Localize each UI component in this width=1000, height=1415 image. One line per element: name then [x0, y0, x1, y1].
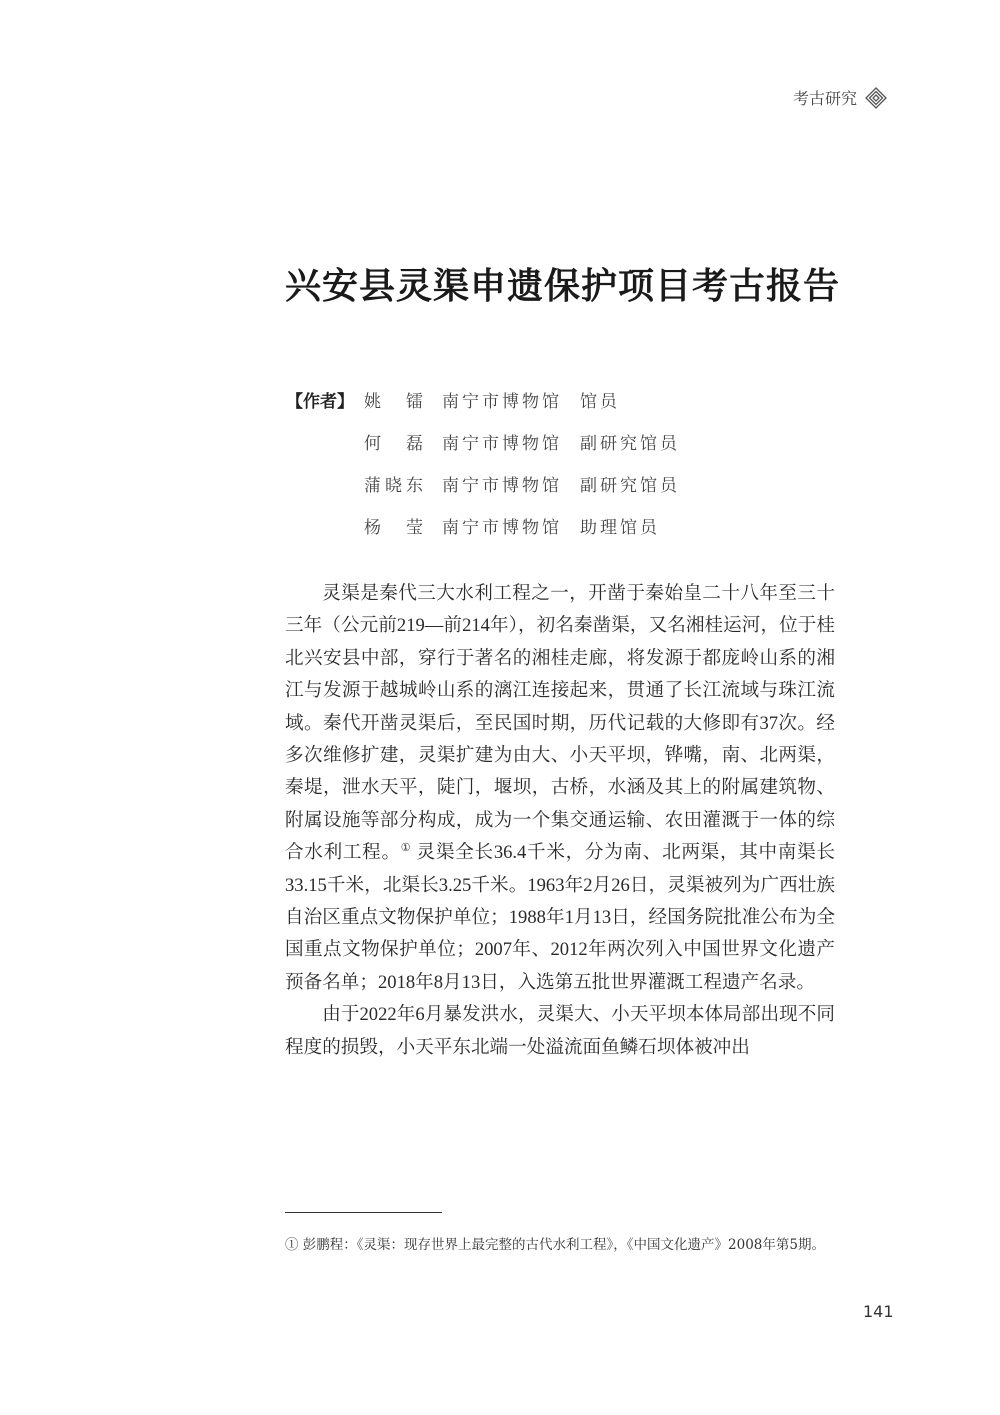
author-name: 何 磊 [364, 433, 427, 454]
section-label: 考古研究 [792, 89, 857, 108]
author-org: 南宁市博物馆 [442, 475, 562, 496]
author-row [286, 462, 680, 504]
nested-diamond-icon [865, 87, 887, 109]
author-name: 蒲晓东 [364, 475, 427, 496]
body-paragraph: 灵渠是秦代三大水利工程之一，开凿于秦始皇二十八年至三十三年（公元前219—前214年），初名秦凿渠，又名湘桂运河，位于桂北兴安县中部，穿行于著名的湘桂走廊，将发源于都庞岭山系的湘江与发源于越城岭山系的漓江连接起来，贯通了长江流域与珠江流域。秦代开凿灵渠后，至民国时期，历代记载的大修即有37次。经多次维修扩建，灵渠扩建为由大、小天平坝，铧嘴，南、北两渠，秦堤，泄水天平，陡门，堰坝，古桥，水涵及其上的附属建筑物、附属设施等部分构成，成为一个集交通运输、农田灌溉于一体的综合水利工程。① 灵渠全长36.4千米，分为南、北两渠，其中南渠长33.15千米，北渠长3.25千米。1963年2月26日，灵渠被列为广西壮族自治区重点文物保护单位；1988年1月13日，经国务院批准公布为全国重点文物保护单位；2007年、2012年两次列入中国世界文化遗产预备名单；2018年8月13日，入选第五批世界灌溉工程遗产名录。 [285, 583, 835, 993]
footnote: ① 彭鹏程：《灵渠：现存世界上最完整的古代水利工程》，《中国文化遗产》2008年第5期。 [285, 1237, 825, 1253]
author-block [286, 378, 680, 546]
body-paragraph: 由于2022年6月暴发洪水，灵渠大、小天平坝本体局部出现不同程度的损毁，小天平东北端一处溢流面鱼鳞石坝体被冲出 [285, 1004, 835, 1058]
footnote-divider [285, 1212, 442, 1213]
author-name: 杨 莹 [364, 517, 427, 538]
author-row [286, 504, 680, 546]
author-position: 副研究馆员 [580, 475, 680, 496]
author-org: 南宁市博物馆 [442, 433, 562, 454]
page-number: 141 [863, 1302, 894, 1321]
running-header [793, 86, 887, 109]
article-title: 兴安县灵渠申遗保护项目考古报告 [285, 265, 841, 307]
author-position: 馆员 [580, 391, 620, 412]
author-name: 姚 镭 [364, 391, 427, 412]
author-row [286, 420, 680, 462]
author-org: 南宁市博物馆 [442, 517, 562, 538]
article-body [285, 578, 835, 1064]
author-row [286, 378, 680, 420]
author-position: 副研究馆员 [580, 433, 680, 454]
footnote-reference[interactable]: ① [400, 842, 412, 855]
author-label: 【作者】 [286, 391, 354, 412]
author-org: 南宁市博物馆 [442, 391, 562, 412]
author-position: 助理馆员 [580, 517, 660, 538]
